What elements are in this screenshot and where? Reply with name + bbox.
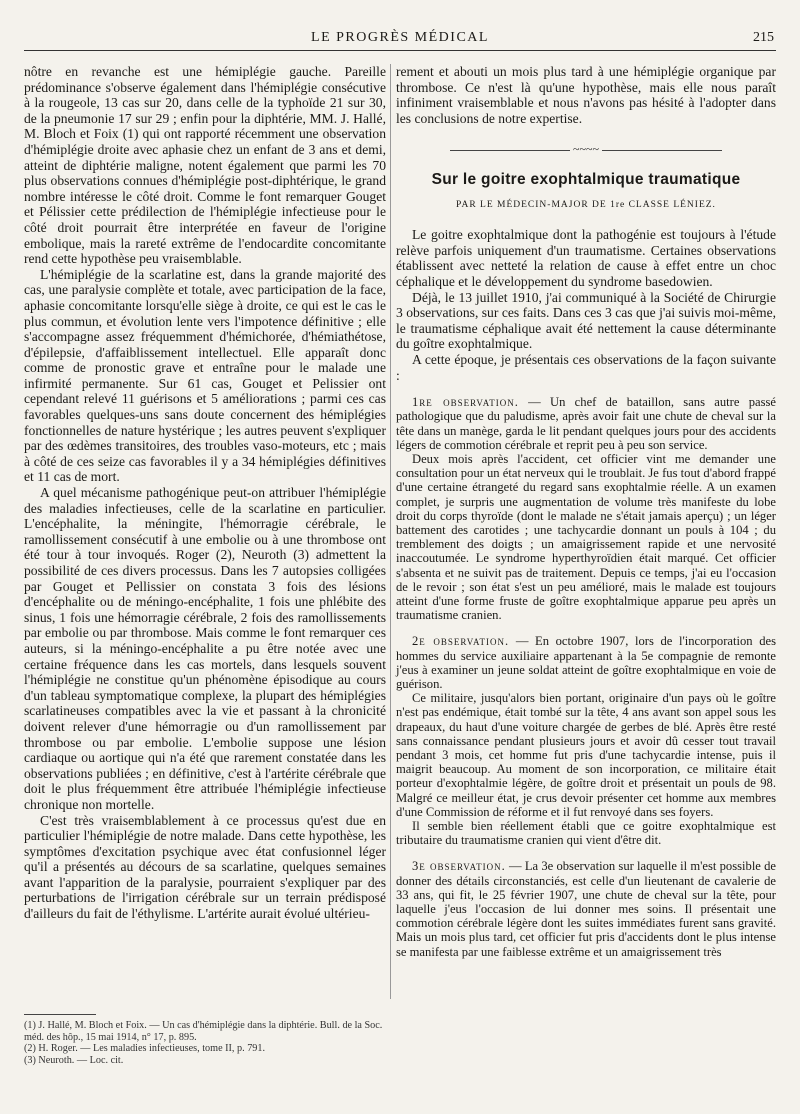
paragraph: rement et abouti un mois plus tard à une hémiplégie organique par thrombose. Ce n'est là qu'une hypothèse, mais elle nous paraît infiniment vraisemblable et nous n'avons pas hésité à l'adopter dans les conclusions de notre expertise. — [396, 64, 776, 126]
ornament-line — [450, 150, 570, 151]
running-title: LE PROGRÈS MÉDICAL — [311, 30, 489, 45]
article-title: Sur le goitre exophtalmique traumatique — [431, 170, 741, 188]
observation-text: — Un chef de bataillon, sans autre passé pathologique que du paludisme, après avoir fait une chute de cheval sur la tête dans un manège, garda le lit pendant quelques jours pour des accidents légers de commotion cérébrale et reprit peu à peu son service. — [396, 395, 776, 452]
page-header — [24, 28, 776, 51]
page-number: 215 — [753, 30, 774, 45]
observation-text: — La 3e observation sur laquelle il m'est possible de donner des détails circonstanciés, est celle d'un lieutenant de cavalerie de 33 ans, qui fit, le 25 février 1907, une chute de cheval sur la tête, pour laquelle j'eus l'occasion de lui donner mes soins. Il présentait une commotion cérébrale légère dont les suites immédiates furent sans gravité. Mais un mois plus tard, cet officier fut pris d'accidents dont le plus intense se manifesta par une faiblesse extrême et un amaigrissement très — [396, 859, 777, 959]
observation-text: Deux mois après l'accident, cet officier vint me demander une consultation pour un état nerveux qui le troublait. Je fus tout d'abord frappé d'une certaine étrangeté du regard sans exophtalmie réelle. A un examen complet, je surpris une augmentation de volume très manifeste du lobe droit du corps thyroïde (dont le malade ne s'était jamais aperçu) ; un léger battement des carotides ; une tachycardie donnant un pouls à 104 ; du tremblement des doigts ; un amaigrissement rapide et une nervosité inaccoutumée. Le syndrome hyperthyroïdien était marqué. Cet officier s'absenta et ne suivit pas de traitement. Depuis ce temps, j'ai eu l'occasion de le revoir ; son état s'est un peu amélioré, mais le malade est toujours atteint d'une forme fruste de goître exophtalmique apparue peu après un traumatisme cranien. — [396, 451, 776, 623]
footnotes — [24, 1020, 386, 1066]
footnote-1: (1) J. Hallé, M. Bloch et Foix. — Un cas d'hémiplégie dans la diphtérie. Bull. de la Soc. méd. des hôp., 15 mai 1914, n° 17, p. 895. — [24, 1020, 383, 1043]
paragraph: nôtre en revanche est une hémiplégie gauche. Pareille prédominance s'observe également dans l'hémiplégie consécutive à la rougeole, 13 cas sur 20, dans celle de la typhoïde 21 sur 30, de la pneumonie 17 sur 29 ; enfin pour la diphtérie, MM. J. Hallé, M. Bloch et Foix (1) qui ont rapporté récemment une observation d'hémiplégie droite avec aphasie chez un enfant de 3 ans et demi, atteint de diphtérie maligne, notent également que parmi les 70 plus observations connues d'hémiplégie post-diphtérique, le grand nombre intéresse le côté droit. Comme le font remarquer Gouget et Pélissier cette prédilection de l'hémiplégie infectieuse pour le côté droit pourrait être interprétée en faveur de l'origine embolique, mais la rareté extrême de l'endocardite concomitante rend cette hypothèse peu vraisemblable. — [24, 64, 386, 267]
observation-2 — [396, 634, 776, 847]
observation-label: 1re observation. — [412, 395, 519, 410]
section-ornament — [396, 142, 776, 158]
paragraph: A cette époque, je présentais ces observations de la façon suivante : — [396, 351, 776, 383]
article-byline: PAR LE MÉDECIN-MAJOR DE 1re CLASSE LÉNIEZ. — [456, 199, 716, 210]
observation-label: 2e observation. — [412, 634, 510, 649]
observation-text: Il semble bien réellement établi que ce goitre exophtalmique est tributaire du traumatisme cranien qui vient d'être dit. — [396, 818, 776, 848]
ornament-line — [602, 150, 722, 151]
left-column — [24, 64, 386, 922]
paragraph: L'hémiplégie de la scarlatine est, dans la grande majorité des cas, une paralysie complète et totale, avec participation de la face, aphasie concomitante lorsqu'elle siège à droite, ce qui est le cas le plus commun, et évolution lente vers l'impotence définitive ; elle s'accompagne assez fréquemment d'hémichorée, d'hémiathétose, d'épilepsie, d'affaiblissement intellectuel. Elle apparaît donc comme de pronostic grave et entraîne pour le malade une infirmité permanente. Sur 61 cas, Gouget et Pelissier ont cependant relevé 11 guérisons et 5 améliorations ; parmi ces cas favorables quelques-uns sans doute concernent des hémiplégies fonctionnelles de nature hystérique ; les autres peuvent s'expliquer par des œdèmes transitoires, des troubles vaso-moteurs, etc ; mais à côté de ces seize cas favorables il y a 34 hémiplégies définitives et 11 cas de mort. — [24, 266, 386, 485]
paragraph: Le goitre exophtalmique dont la pathogénie est toujours à l'étude relève parfois uniquement d'un traumatisme. Certaines observations établissent avec netteté la relation de cause à effet entre un choc céphalique et le développement du syndrome basedowien. — [396, 227, 776, 289]
footnote-2: (2) H. Roger. — Les maladies infectieuses, tome II, p. 791. — [24, 1043, 266, 1055]
right-column — [396, 64, 776, 959]
observation-label: 3e observation. — [412, 859, 506, 874]
footnote-divider — [24, 1014, 96, 1015]
paragraph: Déjà, le 13 juillet 1910, j'ai communiqué à la Société de Chirurgie 3 observations, sur ces faits. Dans ces 3 cas que j'ai suivis moi-même, le traumatisme céphalique avait été nettement la cause déterminante du goître exophtalmique. — [396, 289, 776, 352]
paragraph: A quel mécanisme pathogénique peut-on attribuer l'hémiplégie des maladies infectieuses, celle de la scarlatine en particulier. L'encéphalite, la méningite, l'hémorragie cérébrale, le ramollissement consécutif à une embolie ou à une thrombose ont été tour à tour invoqués. Roger (2), Neuroth (3) admettent la possibilité de ces divers processus. Dans les 7 autopsies colligées par Gouget et Pellissier on constata 3 fois des lésions d'encéphalite ou de méningo-encéphalite, 1 fois une phlébite des sinus, 1 fois une hémorragie cérébrale, 2 fois des ramollissements par embolie ou par thrombose. Mais comme le font remarquer ces auteurs, si la méningo-encéphalite a pu être notée avec une certaine fréquence dans les cas mortels, dans lesquels souvent l'hémiplégie ne constitue qu'un phénomène épisodique au cours d'un tableau symptomatique complexe, la plupart des hémiplégies scarlatineuses compatibles avec la vie et passant à la chronicité doivent relever d'une hémorragie ou d'un ramollissement par thrombose ou par embolie. L'embolie suppose une lésion cardiaque ou aortique qui n'a été que rarement constatée dans les observations publiées ; en définitive, c'est à l'artérite cérébrale que doit le plus fréquemment être attribuée l'hémiplégie infectieuse chronique non mortelle. — [24, 485, 386, 812]
observation-1 — [396, 395, 776, 622]
observation-3 — [396, 859, 776, 958]
observation-text: Ce militaire, jusqu'alors bien portant, originaire d'un pays où le goître n'est pas endémique, était tombé sur la tête, 4 ans avant son appel sous les drapeaux, du haut d'une voiture chargée de gerbes de blé. Après être resté sans connaissance pendant plusieurs jours et avoir dû cesser tout travail pendant 3 mois, cet homme fut pris d'une tachycardie intense, puis il maigrit beaucoup. Au moment de son incorporation, ce militaire était porteur d'exophtalmie légère, de goître droit et présentait un pouls de 98. Malgré ce meilleur état, je crus devoir présenter cet homme aux membres d'une Commission de réforme et il fut renvoyé dans ses foyers. — [396, 691, 776, 819]
paragraph: C'est très vraisemblablement à ce processus qu'est due en particulier l'hémiplégie de notre malade. Dans cette hypothèse, les symptômes d'excitation psychique avec état confusionnel léger qu'il a présentés au décours de sa scarlatine, quelques semaines avant l'apparition de la paralysie, pourraient s'expliquer par des perturbations de l'irrigation cérébrale sur un terrain prédisposé d'ailleurs du fait de l'éthylisme. L'artérite aurait évolué ultérieu- — [24, 812, 386, 922]
footnote-3: (3) Neuroth. — Loc. cit. — [24, 1054, 124, 1066]
column-divider — [390, 64, 391, 999]
ornament-flourish: ~~~~ — [573, 142, 599, 157]
observation-text: — En octobre 1907, lors de l'incorporation des hommes du service auxiliaire appartenant à la 5e compagnie de remonte j'eus à examiner un jeune soldat atteint de goître exophtalmique en voie de guérison. — [396, 634, 776, 691]
